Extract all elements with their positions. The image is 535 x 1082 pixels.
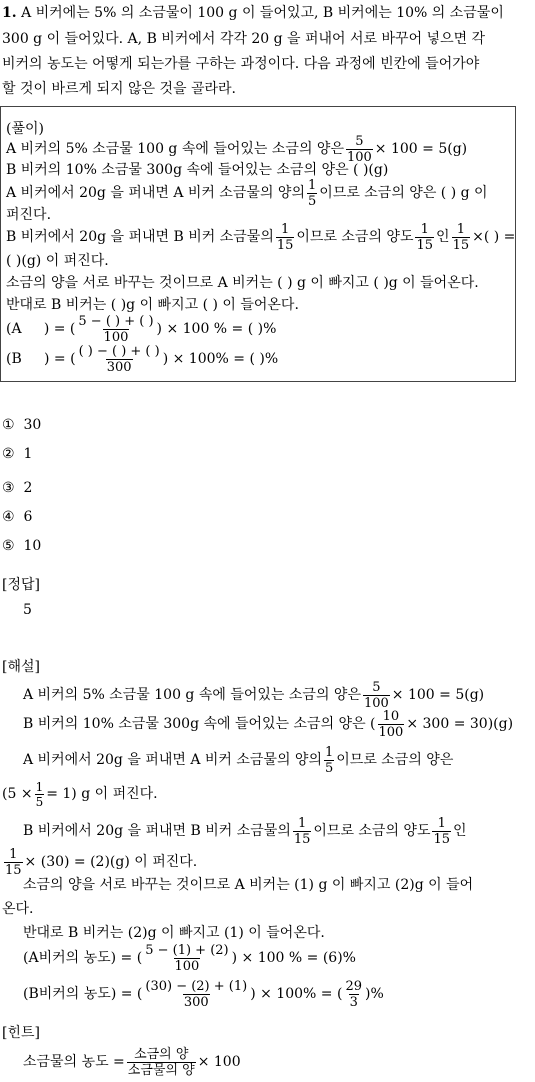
fraction: $\frac{1}{15}$ — [293, 815, 311, 847]
option-2[interactable]: ② 1 — [2, 446, 33, 462]
option-1[interactable]: ① 30 — [2, 417, 42, 433]
box-line-3: A 비커에서 20g 을 퍼내면 A 비커 소금물의 양의 $\frac{1}{5}$ 이므로 소금의 양은 ( ) g 이 — [6, 177, 488, 209]
explanation-line-6: 반대로 B 비커는 (2)g 이 빠지고 (1) 이 들어온다. — [23, 925, 325, 941]
fraction: $\frac{(30) - (2) + (1)}{300}$ — [145, 978, 248, 1010]
explanation-line-8: (B비커의 농도) = ( $\frac{(30) - (2) + (1)}{300}$ ) × 100% = ( $\frac{29}{3}$ )% — [23, 978, 384, 1010]
explanation-line-4: B 비커에서 20g 을 퍼내면 B 비커 소금물의 $\frac{1}{15}$ 이므로 소금의 양도 $\frac{1}{15}$ 인 — [23, 815, 467, 847]
fraction: $\frac{5}{100}$ — [363, 679, 389, 711]
answer-label: [정답] — [2, 577, 40, 593]
fraction: $\frac{5}{100}$ — [346, 133, 372, 165]
fraction: $\frac{1}{15}$ — [5, 846, 22, 878]
option-3[interactable]: ③ 2 — [2, 480, 33, 496]
fraction: $\frac{1}{15}$ — [276, 221, 294, 253]
fraction: $\frac{5 - (1) + (2)}{100}$ — [145, 942, 229, 974]
fraction: $\frac{1}{5}$ — [35, 779, 44, 809]
fraction: $\frac{1}{5}$ — [307, 177, 317, 209]
fraction: $\frac{1}{15}$ — [416, 221, 434, 253]
hint-label: [힌트] — [2, 1025, 40, 1041]
fraction: $\frac{\text{소금의 양}}{\text{소금물의 양}}$ — [127, 1046, 195, 1078]
question-line-4: 할 것이 바르게 되지 않은 것을 골라라. — [2, 81, 237, 97]
box-line-6: 반대로 B 비커는 ( )g 이 빠지고 ( ) 이 들어온다. — [6, 297, 299, 313]
box-line-2: B 비커의 10% 소금물 300g 속에 들어있는 소금의 양은 ( )(g) — [6, 162, 389, 178]
fraction: $\frac{1}{5}$ — [324, 744, 334, 776]
box-line-3b: 퍼진다. — [6, 207, 52, 223]
box-line-4b: ( )(g) 이 퍼진다. — [6, 253, 109, 269]
fraction: $\frac{( ) - ( ) + ( )}{300}$ — [78, 343, 160, 375]
box-line-1: A 비커의 5% 소금물 100 g 속에 들어있는 소금의 양은 $\frac{5}{100}$ × 100 = 5(g) — [6, 133, 468, 165]
box-line-4: B 비커에서 20g 을 퍼내면 B 비커 소금물의 $\frac{1}{15}$ 이므로 소금의 양도 $\frac{1}{15}$ 인 $\frac{1}{15}$ ×( ) = — [6, 221, 516, 253]
explanation-line-4b: $\frac{1}{15}$ × (30) = (2)(g) 이 퍼진다. — [5, 846, 198, 878]
box-line-5: 소금의 양을 서로 바꾸는 것이므로 A 비커는 ( ) g 이 빠지고 ( )g 이 들어온다. — [6, 275, 479, 291]
option-5[interactable]: ⑤ 10 — [2, 538, 42, 554]
fraction: $\frac{10}{100}$ — [378, 708, 404, 740]
explanation-line-5: 소금의 양을 서로 바꾸는 것이므로 A 비커는 (1) g 이 빠지고 (2)g 이 들어 — [23, 877, 474, 893]
question-line-2: 300 g 이 들어있다. A, B 비커에서 각각 20 g 을 퍼내어 서로 바꾸어 넣으면 각 — [2, 31, 486, 47]
hint-formula: 소금물의 농도 = $\frac{\text{소금의 양}}{\text{소금물의 양}}$ × 100 — [23, 1046, 241, 1078]
explanation-line-1: A 비커의 5% 소금물 100 g 속에 들어있는 소금의 양은 $\frac{5}{100}$ × 100 = 5(g) — [23, 679, 485, 711]
explanation-line-2: B 비커의 10% 소금물 300g 속에 들어있는 소금의 양은 ( $\frac{10}{100}$ × 300 = 30)(g) — [23, 708, 514, 740]
box-line-8: (B ) = ( $\frac{( ) - ( ) + ( )}{300}$ ) × 100% = ( )% — [6, 343, 279, 375]
explanation-line-7: (A비커의 농도) = ( $\frac{5 - (1) + (2)}{100}$ ) × 100 % = (6)% — [23, 942, 356, 974]
question-line-3: 비커의 농도는 어떻게 되는가를 구하는 과정이다. 다음 과정에 빈칸에 들어가야 — [2, 56, 480, 72]
fraction: $\frac{29}{3}$ — [345, 978, 362, 1010]
box-line-7: (A ) = ( $\frac{5 - ( ) + ( )}{100}$ ) × 100 % = ( )% — [6, 313, 277, 345]
question-number: 1. — [2, 5, 17, 21]
explanation-line-3b: (5 × $\frac{1}{5}$ = 1) g 이 퍼진다. — [2, 779, 158, 809]
fraction: $\frac{1}{15}$ — [433, 815, 451, 847]
box-heading: (풀이) — [6, 121, 44, 137]
explanation-line-5b: 온다. — [2, 901, 34, 917]
question-line-1: 1. A 비커에는 5% 의 소금물이 100 g 이 들어있고, B 비커에는 10% 의 소금물이 — [2, 5, 504, 21]
answer-value: 5 — [23, 602, 32, 618]
fraction: $\frac{5 - ( ) + ( )}{100}$ — [78, 313, 154, 345]
fraction: $\frac{1}{15}$ — [452, 221, 470, 253]
explanation-line-3: A 비커에서 20g 을 퍼내면 A 비커 소금물의 양의 $\frac{1}{5}$ 이므로 소금의 양은 — [23, 744, 454, 776]
option-4[interactable]: ④ 6 — [2, 509, 33, 525]
explanation-label: [해설] — [2, 659, 40, 675]
